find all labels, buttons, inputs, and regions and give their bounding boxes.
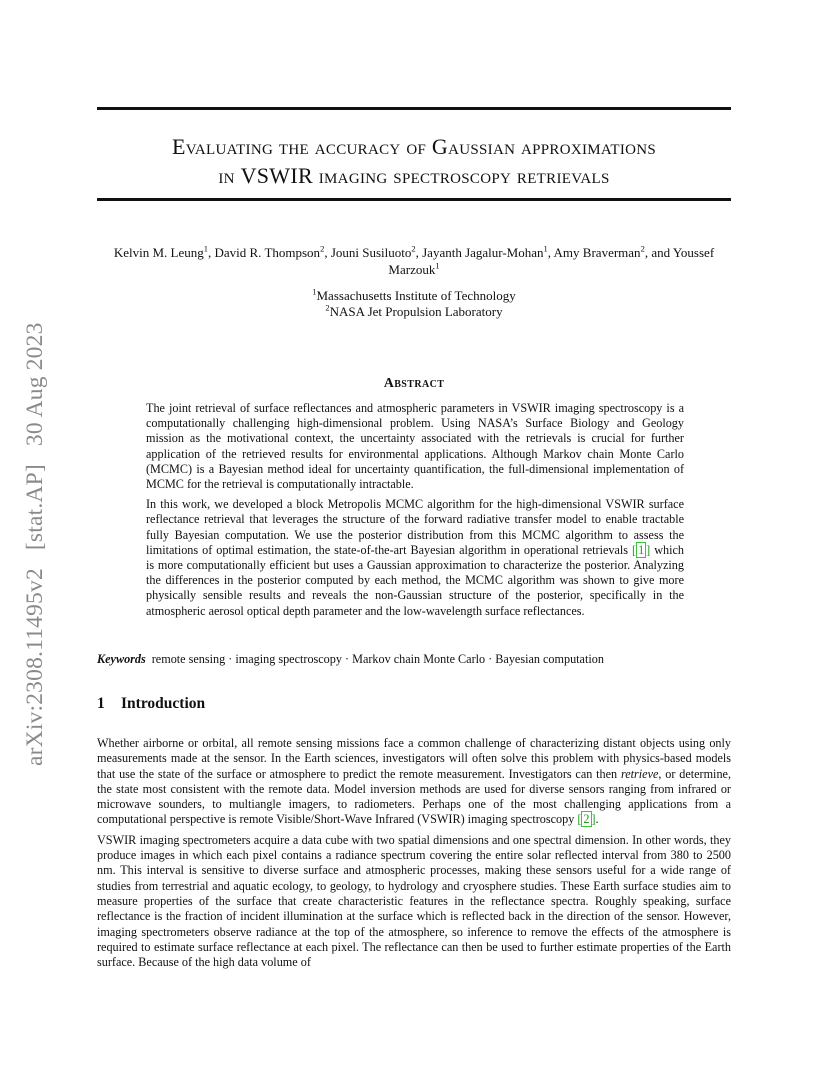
author: , Jouni Susiluoto <box>324 245 412 260</box>
abstract-paragraph <box>146 497 684 619</box>
section-title: Introduction <box>121 695 206 712</box>
arxiv-stamp <box>22 304 49 766</box>
affiliation-name: NASA Jet Propulsion Laboratory <box>329 303 503 319</box>
author: Kelvin M. Leung <box>113 245 204 260</box>
title-line-1 <box>97 132 731 161</box>
body-text: , or determine, the state most consistent with the remote data. Model inversion methods are used for diverse sensors ranging from infrared or microwave sounders, to multiangle imagers, to radiometers. Perhaps one of the most challenging applications from a computational perspective is remote Visible/Short-Wave Infrared (VSWIR) imaging spectroscopy <box>97 766 731 827</box>
citation-link[interactable]: [ 2 ] <box>577 812 596 827</box>
affiliations <box>97 288 731 319</box>
citation-link[interactable]: [ 1 ] <box>632 542 651 557</box>
title-smallcaps: aussian approximations <box>448 134 657 159</box>
author-affil-mark: 2 <box>640 243 645 254</box>
title-smallcaps: imaging spectroscopy retrievals <box>312 163 610 188</box>
abstract-text: In this work, we developed a block Metropolis MCMC algorithm for the high-dimensional VSWIR surface reflectance retrieval that leverages the structure of the forward radiative transfer model to enable tractable fully Bayesian computation. We use the posterior distribution from this MCMC algorithm to assess the limitations of optimal estimation, the state-of-the-art Bayesian algorithm in operational retrievals <box>146 497 684 557</box>
abstract-body <box>146 401 684 624</box>
title-smallcaps: in <box>218 163 241 188</box>
arxiv-id[interactable]: arXiv:2308.11495v2 <box>22 568 48 766</box>
title-cap: G <box>431 134 449 159</box>
title-rule-bottom <box>97 198 731 201</box>
keywords <box>97 651 731 667</box>
affiliation-name: Massachusetts Institute of Technology <box>316 288 516 303</box>
keywords-text: remote sensing · imaging spectroscopy · Markov chain Monte Carlo · Bayesian computation <box>151 652 604 666</box>
author-affil-mark: 1 <box>543 243 548 254</box>
paper-title <box>97 132 731 190</box>
body-paragraph: VSWIR imaging spectrometers acquire a data cube with two spatial dimensions and one spectral dimension. In other words, they produce images in which each pixel contains a radiance spectrum covering the entire solar reflected interval from 380 to 2500 nm. This interval is sensitive to diverse surface and atmospheric processes, making these sensors useful for a wide range of studies from terrestrial and aquatic ecology, to geology, to hydrology and cryosphere studies. These Earth surface studies aim to measure properties of the surface that create characteristic features in the reflectance spectra. Roughly speaking, surface reflectance is the fraction of incident illumination at the surface which is reflected back in the direction of the sensor. However, imaging spectrometers observe radiance at the top of the atmosphere, so inference to remove the effects of the atmosphere is required to estimate surface reflectance at each pixel. The reflectance can then be used to further estimate properties of the Earth surface. Because of the high data volume of <box>97 832 731 970</box>
author: , Jayanth Jagalur-Mohan <box>415 245 544 260</box>
emphasis: retrieve <box>620 766 659 781</box>
section-body <box>97 736 731 975</box>
author-affil-mark: 2 <box>411 243 416 254</box>
author-list <box>97 244 731 278</box>
affiliation <box>97 288 731 304</box>
body-paragraph <box>97 736 731 828</box>
citation-number[interactable]: 1 <box>638 542 645 557</box>
abstract-text: which is more computationally efficient but uses a Gaussian approximation to characterize the posterior. Analyzing the differences in the posterior computed by each method, the MCMC algorithm was shown to give more physically sensible results and reveals the non-Gaussian structure of the posterior, specifically in the atmospheric aerosol optical depth parameter and the low-wavelength surface reflectances. <box>146 542 684 618</box>
affiliation-mark: 2 <box>325 302 330 313</box>
arxiv-category: [stat.AP] <box>22 464 48 551</box>
body-text: . <box>595 812 599 827</box>
author: , and Youssef Marzouk <box>388 245 715 277</box>
abstract-paragraph: The joint retrieval of surface reflectances and atmospheric parameters in VSWIR imaging spectroscopy is a computationally challenging high-dimensional problem. Using NASA’s Surface Biology and Geology mission as the motivational context, the uncertainty associated with the retrievals is crucial for further application of the retrieved results for environmental applications. Although Markov chain Monte Carlo (MCMC) is a Bayesian method ideal for uncertainty quantification, the full-dimensional implementation of MCMC for the retrieval is computationally intractable. <box>146 401 684 492</box>
title-smallcaps: valuating the accuracy of <box>185 134 432 159</box>
author-affil-mark: 2 <box>320 243 325 254</box>
author-affil-mark: 1 <box>203 243 208 254</box>
affiliation <box>97 304 731 320</box>
title-line-2 <box>97 161 731 190</box>
keywords-label: Keywords <box>97 652 146 666</box>
citation-number[interactable]: 2 <box>583 812 590 827</box>
body-text: Whether airborne or orbital, all remote sensing missions face a common challenge of characterizing distant objects using only measurements made at the sensor. In the Earth sciences, investigators will often solve this problem with physics-based models that use the state of the surface or atmosphere to predict the remote measurement. Investigators can then <box>97 736 731 781</box>
author: , Amy Braverman <box>547 245 641 260</box>
author: , David R. Thompson <box>207 245 321 260</box>
title-rule-top <box>97 107 731 110</box>
title-cap: E <box>171 134 186 159</box>
section-heading <box>97 695 205 713</box>
arxiv-date: 30 Aug 2023 <box>22 322 48 447</box>
affiliation-mark: 1 <box>312 286 317 297</box>
abstract-heading: Abstract <box>383 376 445 391</box>
section-number: 1 <box>97 695 105 712</box>
author-affil-mark: 1 <box>435 260 440 271</box>
title-caps: VSWIR <box>240 163 313 188</box>
